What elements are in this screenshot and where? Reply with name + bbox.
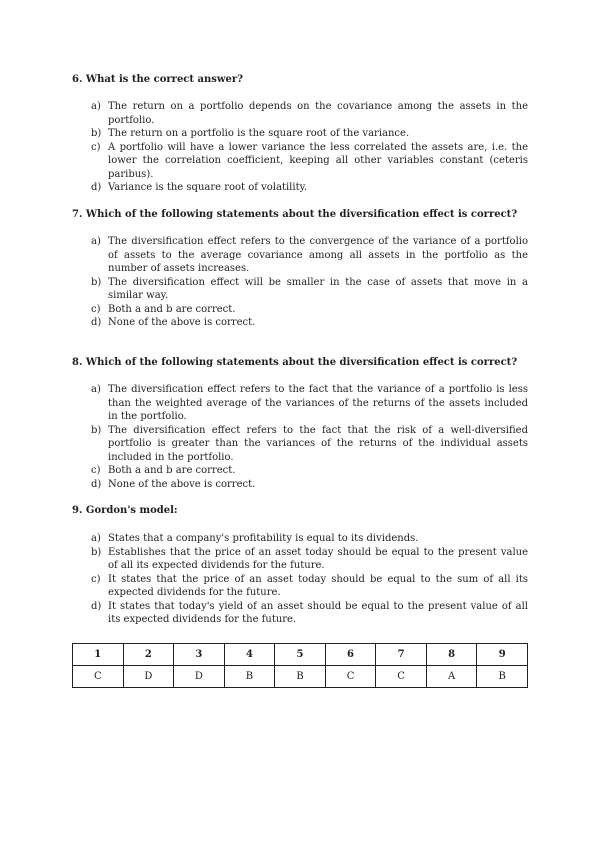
option-a <box>72 532 528 546</box>
option-label: b) <box>91 424 102 436</box>
answer-cell: C <box>73 666 124 688</box>
question-title: 6. What is the correct answer? <box>72 74 243 85</box>
question-title: 9. Gordon's model: <box>72 505 178 516</box>
option-d <box>72 316 528 330</box>
option-label: b) <box>91 546 102 558</box>
option-text: None of the above is correct. <box>108 478 256 490</box>
answer-key-table <box>72 643 528 688</box>
option-d <box>72 181 528 195</box>
option-c <box>72 303 528 317</box>
option-d <box>72 600 528 627</box>
question-number-cell: 5 <box>275 644 326 666</box>
option-list <box>72 532 528 627</box>
option-text: It states that the price of an asset today should be equal to the sum of all its expected dividends for the future. <box>108 573 528 598</box>
answer-cell: C <box>376 666 427 688</box>
option-label: c) <box>91 141 101 153</box>
option-label: d) <box>91 600 102 612</box>
option-list <box>72 235 528 330</box>
option-list <box>72 383 528 491</box>
option-c <box>72 141 528 182</box>
option-list <box>72 100 528 195</box>
option-text: A portfolio will have a lower variance the less correlated the assets are, i.e. the lower the correlation coefficient, keeping all other variables constant (ceteris paribus). <box>108 141 528 180</box>
option-text: Both a and b are correct. <box>108 465 236 476</box>
option-a <box>72 100 528 127</box>
question-number-cell: 1 <box>73 644 124 666</box>
answer-cell: B <box>275 666 326 688</box>
question-9 <box>72 504 528 627</box>
option-label: a) <box>91 236 101 247</box>
question-number-cell: 2 <box>123 644 174 666</box>
option-d <box>72 478 528 492</box>
option-label: a) <box>91 101 101 112</box>
question-8 <box>72 356 528 491</box>
option-label: b) <box>91 128 102 139</box>
option-label: b) <box>91 276 102 288</box>
answer-cell: B <box>224 666 275 688</box>
answer-cell: A <box>426 666 477 688</box>
answer-cell: C <box>325 666 376 688</box>
option-b <box>72 127 528 141</box>
option-text: It states that today's yield of an asset should be equal to the present value of all its expected dividends for the future. <box>108 600 528 625</box>
option-text: The diversification effect refers to the fact that the variance of a portfolio is less than the weighted average of the variances of the returns of the assets included in the portfolio. <box>108 384 528 422</box>
option-label: c) <box>91 465 101 476</box>
answer-cell: D <box>174 666 225 688</box>
question-number-cell: 4 <box>224 644 275 666</box>
option-label: d) <box>91 317 102 328</box>
option-text: None of the above is correct. <box>108 317 256 328</box>
option-label: c) <box>91 573 101 585</box>
option-label: a) <box>91 384 101 395</box>
option-text: Establishes that the price of an asset today should be equal to the present value of all its expected dividends for the future. <box>108 546 528 571</box>
answer-row <box>73 666 528 688</box>
option-c <box>72 573 528 600</box>
option-text: The diversification effect will be smaller in the case of assets that move in a similar way. <box>108 276 528 301</box>
option-label: d) <box>91 182 102 193</box>
option-b <box>72 546 528 573</box>
option-text: The return on a portfolio is the square root of the variance. <box>108 128 410 139</box>
answer-cell: B <box>477 666 528 688</box>
option-b <box>72 276 528 303</box>
option-label: a) <box>91 533 101 544</box>
option-text: The diversification effect refers to the fact that the risk of a well-diversified portfolio is greater than the variances of the returns of the individual assets included in the portfolio. <box>108 424 528 463</box>
option-a <box>72 235 528 276</box>
option-text: The diversification effect refers to the convergence of the variance of a portfolio of assets to the average covariance among all assets in the portfolio as the number of assets increases. <box>108 236 528 274</box>
option-text: Both a and b are correct. <box>108 303 236 315</box>
option-c <box>72 464 528 478</box>
question-number-cell: 6 <box>325 644 376 666</box>
option-a <box>72 383 528 424</box>
option-text: Variance is the square root of volatility. <box>108 182 308 193</box>
question-6 <box>72 73 528 195</box>
question-number-cell: 9 <box>477 644 528 666</box>
option-label: c) <box>91 303 101 315</box>
question-number-cell: 7 <box>376 644 427 666</box>
question-title: 7. Which of the following statements about the diversification effect is correct? <box>72 209 518 220</box>
answer-cell: D <box>123 666 174 688</box>
option-b <box>72 424 528 465</box>
question-number-cell: 8 <box>426 644 477 666</box>
question-7 <box>72 208 528 330</box>
option-text: The return on a portfolio depends on the covariance among the assets in the portfolio. <box>108 101 528 126</box>
option-text: States that a company's profitability is equal to its dividends. <box>108 533 419 544</box>
option-label: d) <box>91 478 102 490</box>
question-number-row <box>73 644 528 666</box>
question-number-cell: 3 <box>174 644 225 666</box>
question-title: 8. Which of the following statements about the diversification effect is correct? <box>72 357 518 368</box>
